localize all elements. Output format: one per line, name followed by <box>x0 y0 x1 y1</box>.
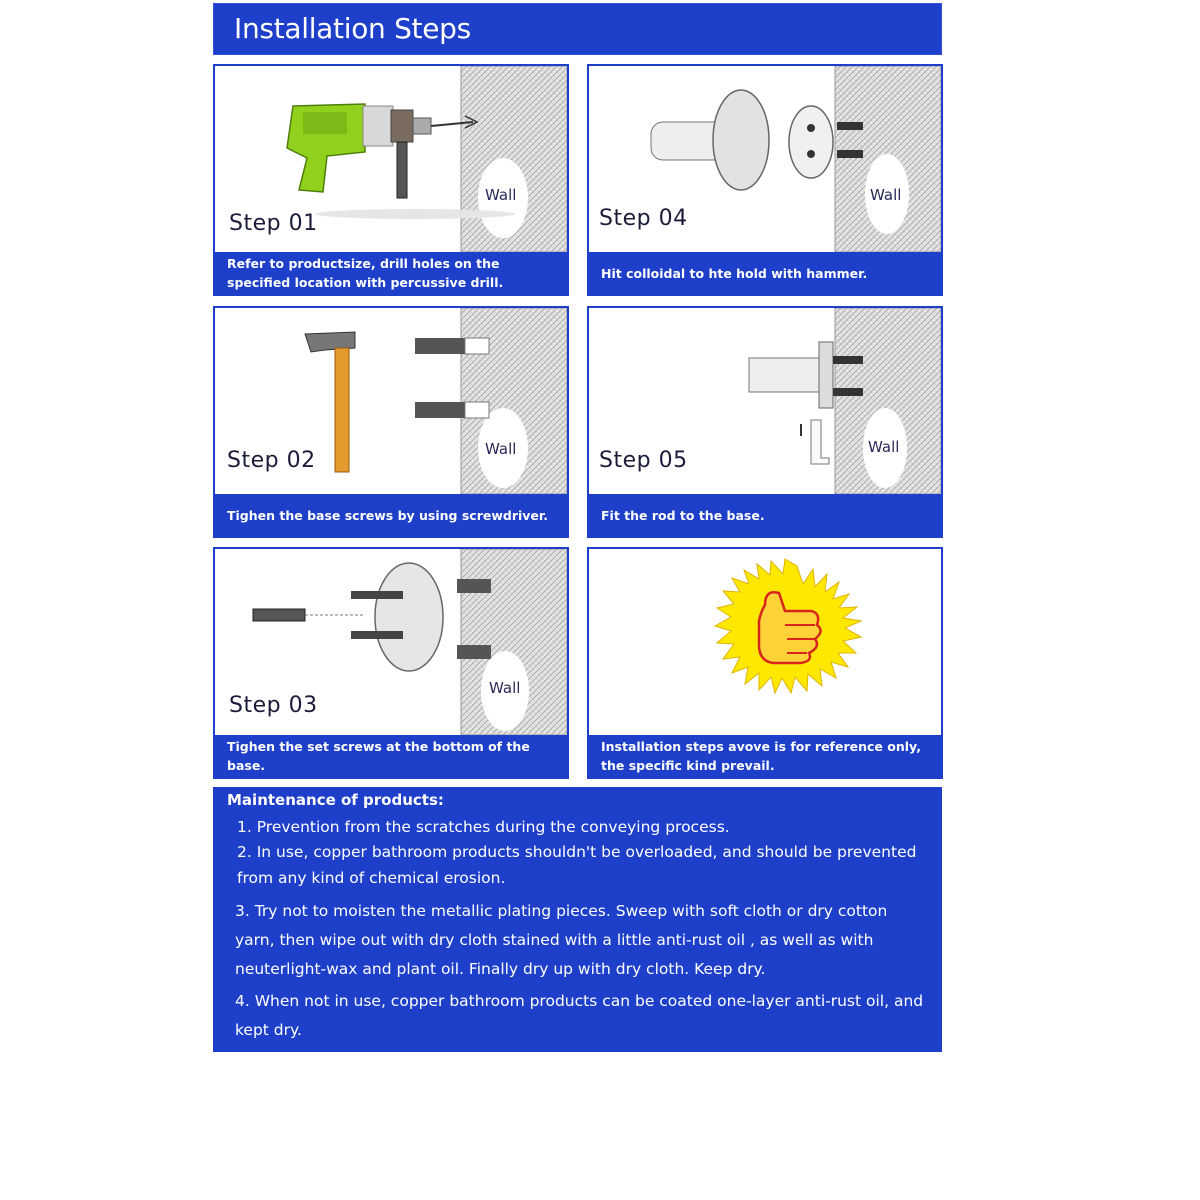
maintenance-section <box>213 787 942 1052</box>
step-label: Step 04 <box>599 206 688 231</box>
maintenance-title: Maintenance of products: <box>227 791 444 809</box>
step-03-panel <box>213 547 569 779</box>
step-label: Step 05 <box>599 448 688 473</box>
page-header <box>213 3 942 55</box>
maintenance-item: 3. Try not to moisten the metallic plating pieces. Sweep with soft cloth or dry cotton yarn, then wipe out with dry cloth stained with a little anti-rust oil , as well as with neuterlight-wax and plant oil. Finally dry up with dry cloth. Keep dry. <box>235 902 888 978</box>
reference-note: Installation steps avove is for reference only, the specific kind prevail. <box>589 735 941 777</box>
step-label: Step 02 <box>227 448 316 473</box>
wall-label: Wall <box>485 186 517 204</box>
maintenance-item: 4. When not in use, copper bathroom products can be coated one-layer anti-rust oil, and kept dry. <box>235 992 924 1039</box>
step-02-panel <box>213 306 569 538</box>
wall-label: Wall <box>870 186 902 204</box>
step-caption: Refer to productsize, drill holes on the specified location with percussive drill. <box>215 252 567 294</box>
maintenance-item: 1. Prevention from the scratches during the conveying process. <box>237 818 730 836</box>
reference-panel <box>587 547 943 779</box>
step-caption: Fit the rod to the base. <box>589 494 941 536</box>
page-title: Installation Steps <box>234 12 471 45</box>
wall-label: Wall <box>485 440 517 458</box>
thumbs-up-seal-icon <box>589 549 941 735</box>
wall-label: Wall <box>489 679 521 697</box>
step-caption: Hit colloidal to hte hold with hammer. <box>589 252 941 294</box>
maintenance-item: 2. In use, copper bathroom products shouldn't be overloaded, and should be prevented from any kind of chemical erosion. <box>237 843 917 887</box>
step-05-panel <box>587 306 943 538</box>
step-caption: Tighen the set screws at the bottom of the base. <box>215 735 567 777</box>
wall-label: Wall <box>868 438 900 456</box>
step-label: Step 01 <box>229 211 318 236</box>
step-01-panel <box>213 64 569 296</box>
step-04-panel <box>587 64 943 296</box>
step-label: Step 03 <box>229 693 318 718</box>
step-caption: Tighen the base screws by using screwdriver. <box>215 494 567 536</box>
